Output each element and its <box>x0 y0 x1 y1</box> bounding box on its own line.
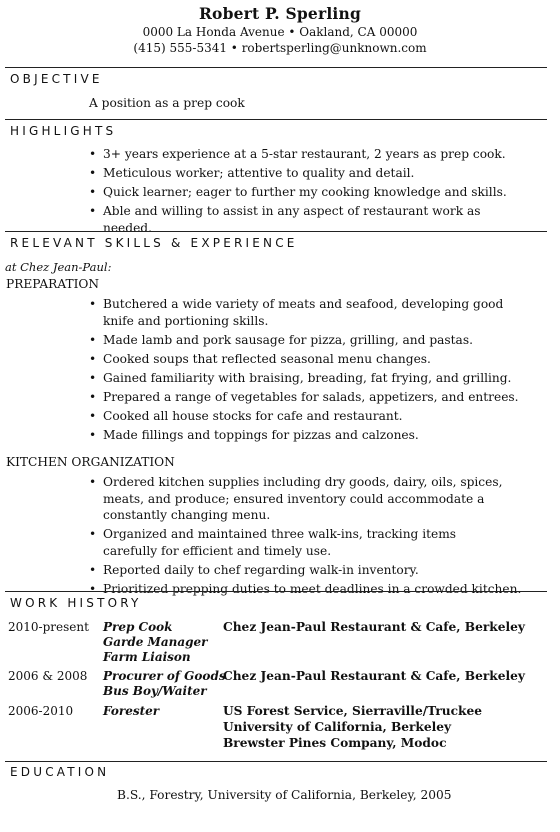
education-text: B.S., Forestry, University of California, Berkeley, 2005 <box>117 788 452 802</box>
list-item: • Ordered kitchen supplies including dry goods, dairy, oils, spices, meats, and produce; ensured inventory could accommodate a constantly changing menu. <box>89 474 544 524</box>
employer: Chez Jean-Paul Restaurant & Cafe, Berkeley <box>223 620 525 634</box>
section-divider <box>5 591 547 592</box>
preparation-heading: PREPARATION <box>6 277 100 291</box>
list-item: • Able and willing to assist in any aspect of restaurant work as needed. <box>89 203 529 236</box>
objective-heading: OBJECTIVE <box>10 72 103 86</box>
preparation-list <box>89 296 534 446</box>
candidate-name: Robert P. Sperling <box>198 4 362 23</box>
list-item: • Made fillings and toppings for pizzas and calzones. <box>89 427 534 444</box>
employer-location: at Chez Jean-Paul: <box>5 260 112 274</box>
list-item: • Made lamb and pork sausage for pizza, grilling, and pastas. <box>89 332 534 349</box>
list-item: • Prepared a range of vegetables for salads, appetizers, and entrees. <box>89 389 534 406</box>
job-title: Procurer of Goods <box>103 669 226 683</box>
skills-heading: RELEVANT SKILLS & EXPERIENCE <box>10 236 298 250</box>
job-title: Bus Boy/Waiter <box>103 684 207 698</box>
work-dates: 2010-present <box>8 620 89 634</box>
job-title: Farm Liaison <box>103 650 191 664</box>
employer: University of California, Berkeley <box>223 720 452 734</box>
employer: Brewster Pines Company, Modoc <box>223 736 447 750</box>
section-divider <box>5 119 547 120</box>
list-item: • Cooked all house stocks for cafe and restaurant. <box>89 408 534 425</box>
job-title: Prep Cook <box>103 620 173 634</box>
list-item: • Quick learner; eager to further my cooking knowledge and skills. <box>89 184 529 201</box>
highlights-heading: HIGHLIGHTS <box>10 124 117 138</box>
section-divider <box>5 67 547 68</box>
list-item: • Gained familiarity with braising, breading, fat frying, and grilling. <box>89 370 534 387</box>
contact-line: (415) 555-5341 • robertsperling@unknown.com <box>133 41 427 55</box>
work-history-heading: WORK HISTORY <box>10 596 142 610</box>
list-item: • Prioritized prepping duties to meet deadlines in a crowded kitchen. <box>89 581 544 598</box>
list-item: • Meticulous worker; attentive to quality and detail. <box>89 165 529 182</box>
list-item: • 3+ years experience at a 5-star restaurant, 2 years as prep cook. <box>89 146 529 163</box>
kitchen-list <box>89 474 544 600</box>
section-divider <box>5 761 547 762</box>
job-title: Forester <box>103 704 160 718</box>
employer: US Forest Service, Sierraville/Truckee <box>223 704 482 718</box>
list-item: • Butchered a wide variety of meats and seafood, developing good knife and portioning skills. <box>89 296 534 329</box>
work-dates: 2006-2010 <box>8 704 74 718</box>
address-line: 0000 La Honda Avenue • Oakland, CA 00000 <box>142 25 418 39</box>
list-item: • Cooked soups that reflected seasonal menu changes. <box>89 351 534 368</box>
employer: Chez Jean-Paul Restaurant & Cafe, Berkeley <box>223 669 525 683</box>
job-title: Garde Manager <box>103 635 208 649</box>
kitchen-organization-heading: KITCHEN ORGANIZATION <box>6 455 175 469</box>
list-item: • Reported daily to chef regarding walk-in inventory. <box>89 562 544 579</box>
objective-text: A position as a prep cook <box>89 96 245 110</box>
education-heading: EDUCATION <box>10 765 110 779</box>
list-item: • Organized and maintained three walk-ins, tracking items carefully for efficient and timely use. <box>89 526 544 559</box>
work-dates: 2006 & 2008 <box>8 669 88 683</box>
highlights-list <box>89 146 529 239</box>
section-divider <box>5 231 547 232</box>
